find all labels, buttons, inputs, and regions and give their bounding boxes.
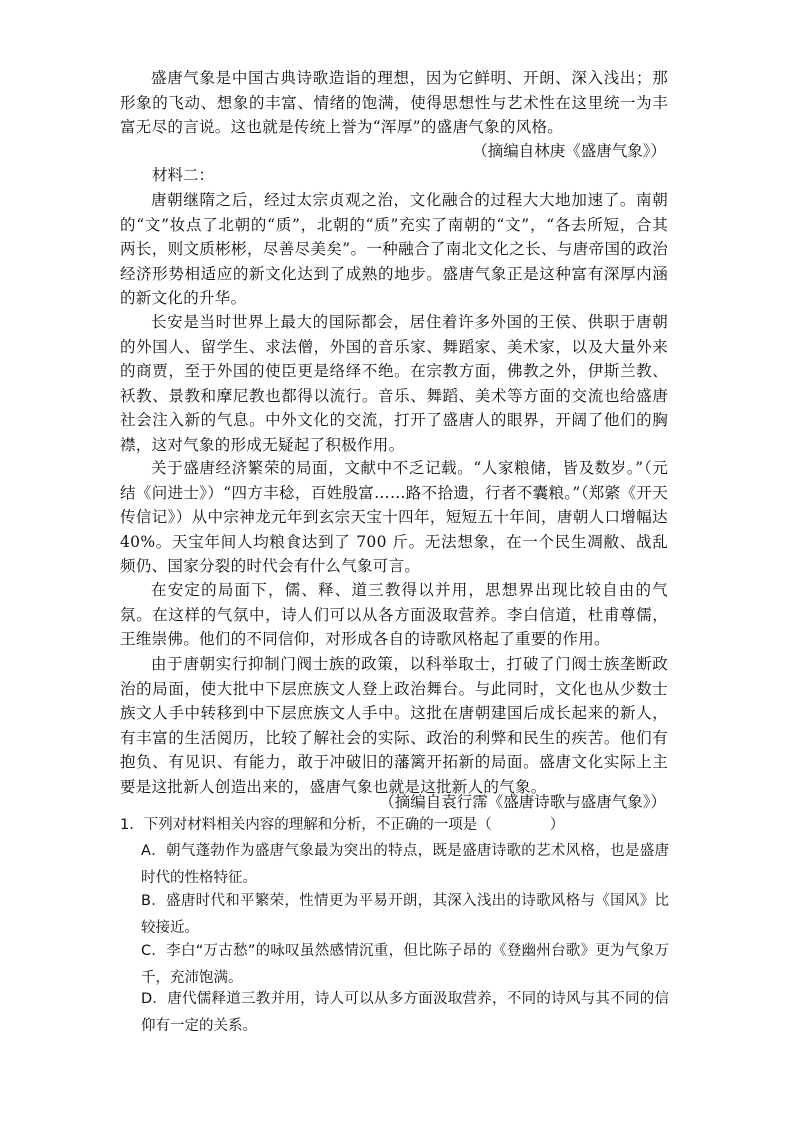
option-d[interactable]: D．唐代儒释道三教并用，诗人可以从多方面汲取营养，不同的诗风与其不同的信仰有一定的关系。 bbox=[141, 991, 669, 1034]
question-stem: 1．下列对材料相关内容的理解和分析，不正确的一项是（ ） bbox=[120, 817, 565, 833]
option-a[interactable]: A．朝气蓬勃作为盛唐气象最为突出的特点，既是盛唐诗歌的艺术风格，也是盛唐时代的性格特征。 bbox=[141, 843, 669, 886]
material2-paragraph-1: 唐朝继隋之后，经过太宗贞观之治，文化融合的过程大大地加速了。南朝的“文”妆点了北朝的“质”，北朝的“质”充实了南朝的“文”，“各去所短，合其两长，则文质彬彬，尽善尽美矣”。一种融合了南北文化之长、与唐帝国的政治经济形势相适应的新文化达到了成熟的地步。盛唐气象正是这种富有深厚内涵的新文化的升华。 bbox=[120, 191, 668, 307]
material1-source: （摘编自林庚《盛唐气象》） bbox=[472, 142, 666, 160]
material2-label: 材料二： bbox=[152, 166, 215, 184]
option-b[interactable]: B．盛唐时代和平繁荣，性情更为平易开朗，其深入浅出的诗歌风格与《国风》比较接近。 bbox=[141, 893, 669, 936]
material2-paragraph-3: 关于盛唐经济繁荣的局面，文献中不乏记载。“人家粮储，皆及数岁。”（元结《问进士》）“四方丰稔，百姓殷富……路不拾遗，行者不囊粮。”（郑綮《开天传信记》）从中宗神龙元年到玄宗天宝十四年，短短五十年间，唐朝人口增幅达 40%。天宝年间人均粮食达到了 700 斤。无法想象，在一个民生凋敝、战乱频仍、国家分裂的时代会有什么气象可言。 bbox=[120, 459, 668, 575]
option-c[interactable]: C．李白“万古愁”的咏叹虽然感情沉重，但比陈子昂的《登幽州台歌》更为气象万千，充沛饱满。 bbox=[141, 943, 669, 986]
material2-source: （摘编自袁行霈《盛唐诗歌与盛唐气象》） bbox=[379, 793, 666, 811]
material1-paragraph: 盛唐气象是中国古典诗歌造诣的理想，因为它鲜明、开朗、深入浅出；那形象的飞动、想象的丰富、情绪的饱满，使得思想性与艺术性在这里统一为丰富无尽的言说。这也就是传统上誉为“浑厚”的盛唐气象的风格。 bbox=[120, 69, 668, 136]
material2-paragraph-2: 长安是当时世界上最大的国际都会，居住着许多外国的王侯、供职于唐朝的外国人、留学生、求法僧，外国的音乐家、舞蹈家、美术家，以及大量外来的商贾，至于外国的使臣更是络绎不绝。在宗教方面，佛教之外，伊斯兰教、袄教、景教和摩尼教也都得以流行。音乐、舞蹈、美术等方面的交流也给盛唐社会注入新的气息。中外文化的交流，打开了盛唐人的眼界，开阔了他们的胸襟，这对气象的形成无疑起了积极作用。 bbox=[120, 313, 668, 454]
material2-paragraph-4: 在安定的局面下，儒、释、道三教得以并用，思想界出现比较自由的气氛。在这样的气氛中，诗人们可以从各方面汲取营养。李白信道，杜甫尊儒，王维崇佛。他们的不同信仰，对形成各自的诗歌风格起了重要的作用。 bbox=[120, 581, 668, 648]
material2-paragraph-5: 由于唐朝实行抑制门阀士族的政策，以科举取士，打破了门阀士族垄断政治的局面，使大批中下层庶族文人登上政治舞台。与此同时，文化也从少数士族文人手中转移到中下层庶族文人手中。这批在唐朝建国后成长起来的新人，有丰富的生活阅历，比较了解社会的实际、政治的利弊和民生的疾苦。他们有抱负、有见识、有能力，敢于冲破旧的藩篱开拓新的局面。盛唐文化实际上主要是这批新人创造出来的，盛唐气象也就是这批新人的气象。 bbox=[120, 655, 668, 796]
